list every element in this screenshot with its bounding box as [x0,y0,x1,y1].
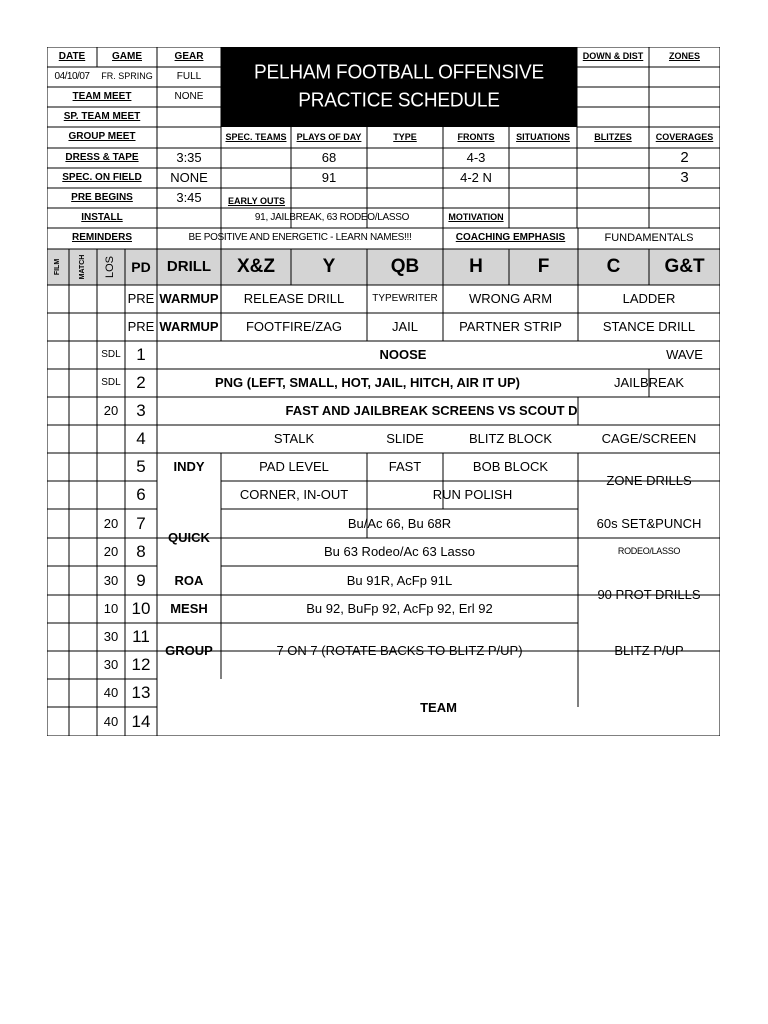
r8-xz-y: CORNER, IN-OUT [239,487,349,503]
reminders-value: BE POSITIVE AND ENERGETIC - LEARN NAMES!!! [188,232,412,244]
r3-main: NOOSE [379,347,427,363]
r1-pd: PRE [127,291,155,307]
r2-drill: WARMUP [159,319,219,335]
r6-pd: 4 [136,429,146,449]
r1-h-f: WRONG ARM [468,291,553,307]
r4-c-gt: JAILBREAK [613,375,685,391]
dress-tape-value: 3:35 [176,150,202,166]
r14-pd: 12 [131,655,151,675]
col-xz: X&Z [237,256,275,278]
r10-los: 20 [103,544,119,560]
pre-begins-value: 3:45 [176,190,202,206]
down-dist-label: DOWN & DIST [582,51,644,62]
r5-los: 20 [103,403,119,419]
r12-drill: MESH [170,601,208,617]
date-value: 04/10/07 [54,70,90,82]
r10-pd: 8 [136,542,146,562]
col-los: LOS [104,256,117,279]
r12-plays: Bu 92, BuFp 92, AcFp 92, Erl 92 [306,601,493,617]
r2-pd: PRE [127,319,155,335]
type-label: TYPE [393,131,417,142]
r6-h-f: BLITZ BLOCK [468,431,553,447]
r13-pd: 11 [132,627,150,647]
coverages-row2: 3 [680,169,689,187]
r11-pd: 9 [136,570,146,590]
r7-xz-y: PAD LEVEL [259,459,329,475]
fronts-row1: 4-3 [466,150,486,166]
r10-plays: Bu 63 Rodeo/Ac 63 Lasso [323,544,476,560]
plays-row1: 68 [321,150,337,166]
r10-c-gt: RODEO/LASSO [617,546,681,557]
title-line-2: PRACTICE SCHEDULE [298,89,500,112]
r16-pd: 14 [131,711,151,731]
r2-c-gt: STANCE DRILL [602,319,696,335]
r9-plays: Bu/Ac 66, Bu 68R [347,515,452,531]
sp-team-meet-label: SP. TEAM MEET [63,110,141,122]
quick-label: QUICK [168,529,210,545]
situations-label: SITUATIONS [516,131,570,142]
r16-los: 40 [103,713,119,729]
install-label: INSTALL [81,211,123,223]
r9-los: 20 [103,515,119,531]
col-film: FILM [54,258,62,276]
spec-on-field-label: SPEC. ON FIELD [62,171,142,183]
blitz-pup: BLITZ P/UP [614,643,684,659]
r12-los: 10 [103,601,119,617]
fronts-row2: 4-2 N [460,170,492,186]
col-match: MATCH [79,254,87,280]
col-drill: DRILL [166,258,212,276]
spec-on-field-value: NONE [170,170,208,186]
r8-qb-f: RUN POLISH [432,487,513,503]
r2-h-f: PARTNER STRIP [459,319,562,335]
coaching-emphasis-label: COACHING EMPHASIS [455,232,566,244]
plays-row2: 91 [321,170,337,186]
r4-los: SDL [101,376,121,388]
indy-label: INDY [173,459,205,475]
r7-h-f: BOB BLOCK [472,459,549,475]
col-gt: G&T [664,256,705,278]
zone-drills: ZONE DRILLS [606,473,692,489]
r4-pd: 2 [136,373,146,393]
col-pd: PD [131,258,151,275]
group-plays: 7 ON 7 (ROTATE BACKS TO BLITZ P/UP) [276,643,523,659]
r12-pd: 10 [131,599,151,619]
coverages-label: COVERAGES [655,131,714,142]
r6-xz-y: STALK [273,431,315,447]
practice-schedule-sheet [47,47,720,736]
team-meet-value: NONE [174,90,204,102]
r2-qb: JAIL [391,319,418,335]
r5-pd: 3 [136,401,146,421]
gear-label: GEAR [174,50,204,62]
r1-c-gt: LADDER [622,291,676,307]
r13-los: 30 [103,629,119,645]
r7-qb: FAST [388,459,422,475]
r3-gt: WAVE [666,347,703,363]
coaching-emphasis-value: FUNDAMENTALS [604,231,694,244]
r14-los: 30 [103,657,119,673]
r11-drill: ROA [174,572,204,588]
r9-pd: 7 [136,513,146,533]
install-value: 91, JAILBREAK, 63 RODEO/LASSO [254,211,410,223]
r6-c-gt: CAGE/SCREEN [601,431,697,447]
early-outs-label: EARLY OUTS [228,195,286,206]
col-y: Y [322,256,336,278]
coverages-row1: 2 [680,149,689,167]
col-h: H [469,256,483,278]
r9-c-gt: 60s SET&PUNCH [596,515,702,531]
col-f: F [537,256,550,278]
game-label: GAME [112,50,142,62]
r1-drill: WARMUP [159,291,219,307]
r3-pd: 1 [136,345,146,365]
r1-xz-y: RELEASE DRILL [243,291,345,307]
r15-los: 40 [103,685,119,701]
title-line-1: PELHAM FOOTBALL OFFENSIVE [254,61,544,84]
fronts-label: FRONTS [457,131,495,142]
blitzes-label: BLITZES [594,131,632,142]
dress-tape-label: DRESS & TAPE [65,151,139,163]
motivation-label: MOTIVATION [448,212,504,223]
r6-qb: SLIDE [386,431,424,447]
team-label: TEAM [420,699,457,715]
plays-of-day-label: PLAYS OF DAY [296,131,362,142]
group-label: GROUP [165,643,213,659]
prot-drills: 90 PROT DRILLS [597,586,701,602]
r2-xz-y: FOOTFIRE/ZAG [245,319,343,335]
team-meet-label: TEAM MEET [72,90,132,102]
game-value: FR. SPRING [101,71,153,82]
group-meet-label: GROUP MEET [68,131,136,143]
zones-label: ZONES [668,51,700,62]
r8-pd: 6 [136,485,146,505]
spec-teams-label: SPEC. TEAMS [225,131,287,142]
date-label: DATE [58,50,86,62]
r11-los: 30 [103,572,119,588]
r3-los: SDL [101,348,121,360]
r4-main: PNG (LEFT, SMALL, HOT, JAIL, HITCH, AIR IT UP) [214,375,520,391]
col-c: C [606,256,621,278]
col-qb: QB [390,256,420,278]
r5-main: FAST AND JAILBREAK SCREENS VS SCOUT D [285,403,578,419]
r1-qb: TYPEWRITER [372,292,438,304]
r11-plays: Bu 91R, AcFp 91L [346,572,453,588]
r7-pd: 5 [136,457,146,477]
reminders-label: REMINDERS [71,232,132,244]
gear-value: FULL [176,70,202,82]
r15-pd: 13 [131,683,151,703]
pre-begins-label: PRE BEGINS [71,191,133,203]
